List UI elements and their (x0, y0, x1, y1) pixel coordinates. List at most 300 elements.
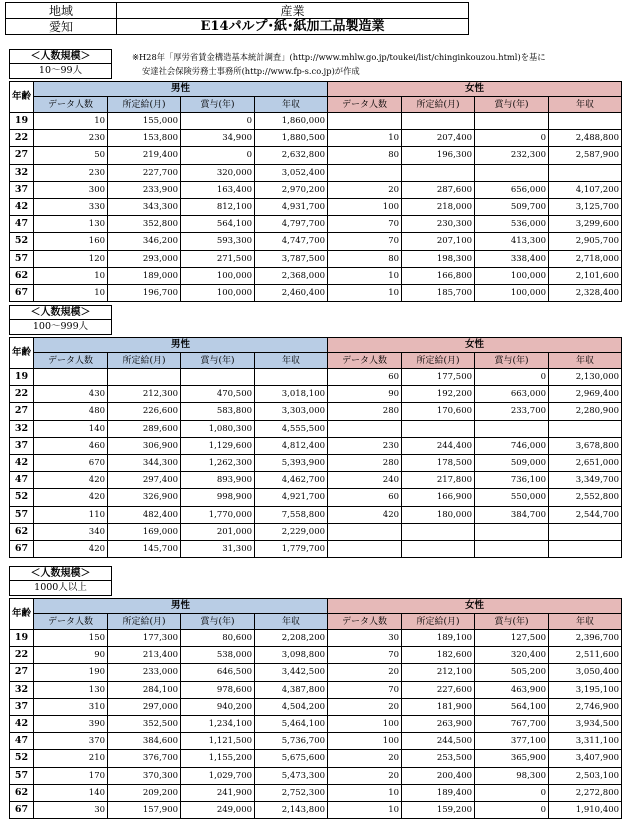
female-cell: 420 (328, 506, 402, 523)
female-cell: 177,500 (402, 369, 475, 386)
column-header-bonus: 賞与(年) (181, 353, 255, 369)
age-cell: 37 (10, 437, 34, 454)
female-cell: 178,500 (402, 454, 475, 471)
male-cell: 306,900 (108, 437, 181, 454)
female-cell: 253,500 (402, 750, 475, 767)
column-header-count: データ人数 (34, 353, 108, 369)
column-header-monthly: 所定給(月) (108, 614, 181, 630)
female-cell: 767,700 (475, 715, 549, 732)
column-header-row (10, 614, 622, 630)
female-cell: 3,050,400 (549, 664, 622, 681)
age-cell: 62 (10, 523, 34, 540)
female-cell (328, 540, 402, 557)
age-cell: 52 (10, 233, 34, 250)
male-cell: 10 (34, 284, 108, 301)
age-cell: 32 (10, 681, 34, 698)
female-cell: 20 (328, 698, 402, 715)
scale-value: 1000人以上 (9, 581, 112, 596)
age-cell: 22 (10, 130, 34, 147)
female-cell: 10 (328, 130, 402, 147)
male-cell: 241,900 (181, 784, 255, 801)
wage-table (9, 337, 622, 558)
male-cell: 212,300 (108, 386, 181, 403)
male-cell: 5,473,300 (255, 767, 328, 784)
region-value: 愛知 (6, 19, 117, 35)
female-cell: 207,400 (402, 130, 475, 147)
female-cell: 10 (328, 801, 402, 818)
age-header: 年齢 (10, 338, 34, 369)
female-cell (475, 540, 549, 557)
male-cell: 352,500 (108, 715, 181, 732)
male-cell: 326,900 (108, 489, 181, 506)
table-row (10, 540, 622, 557)
female-cell: 166,800 (402, 267, 475, 284)
table-row (10, 369, 622, 386)
male-cell: 420 (34, 540, 108, 557)
age-cell: 42 (10, 715, 34, 732)
male-header: 男性 (34, 599, 328, 614)
female-cell: 2,511,600 (549, 647, 622, 664)
section-large (9, 566, 622, 819)
male-cell: 233,000 (108, 664, 181, 681)
female-cell: 3,311,100 (549, 733, 622, 750)
table-row (10, 698, 622, 715)
column-header-annual: 年収 (255, 614, 328, 630)
male-cell: 583,800 (181, 403, 255, 420)
female-cell: 60 (328, 369, 402, 386)
table-row (10, 784, 622, 801)
male-cell (255, 369, 328, 386)
age-cell: 37 (10, 181, 34, 198)
table-row (10, 454, 622, 471)
section-small (9, 49, 622, 302)
column-header-bonus: 賞与(年) (475, 614, 549, 630)
male-cell: 289,600 (108, 420, 181, 437)
age-cell: 42 (10, 198, 34, 215)
male-cell: 538,000 (181, 647, 255, 664)
female-cell: 0 (475, 784, 549, 801)
female-cell: 656,000 (475, 181, 549, 198)
table-row (10, 130, 622, 147)
male-cell: 100,000 (181, 267, 255, 284)
female-cell (475, 420, 549, 437)
male-cell: 169,000 (108, 523, 181, 540)
male-cell: 177,300 (108, 630, 181, 647)
female-cell: 377,100 (475, 733, 549, 750)
male-cell: 1,262,300 (181, 454, 255, 471)
column-header-annual: 年収 (549, 97, 622, 113)
source-note-line1: ※H28年「厚労省賃金構造基本統計調査」(http://www.mhlw.go.jp/toukei/list/chinginkouzou.html)を基に (132, 52, 546, 62)
group-header-row (10, 82, 622, 97)
table-row (10, 216, 622, 233)
female-cell: 746,000 (475, 437, 549, 454)
scale-label: ＜人数規模＞ (9, 49, 112, 64)
female-cell: 196,300 (402, 147, 475, 164)
female-cell (549, 540, 622, 557)
section-medium (9, 305, 622, 558)
male-cell: 1,779,700 (255, 540, 328, 557)
age-cell: 27 (10, 664, 34, 681)
table-row (10, 267, 622, 284)
female-cell: 2,328,400 (549, 284, 622, 301)
column-header-count: データ人数 (34, 97, 108, 113)
column-header-monthly: 所定給(月) (402, 614, 475, 630)
age-cell: 19 (10, 113, 34, 130)
female-cell: 3,407,900 (549, 750, 622, 767)
male-cell: 2,208,200 (255, 630, 328, 647)
column-header-monthly: 所定給(月) (402, 97, 475, 113)
column-header-bonus: 賞与(年) (181, 97, 255, 113)
table-row (10, 437, 622, 454)
male-cell: 0 (181, 113, 255, 130)
male-cell: 3,052,400 (255, 164, 328, 181)
table-row (10, 767, 622, 784)
age-cell: 47 (10, 472, 34, 489)
male-cell (108, 369, 181, 386)
female-cell (402, 540, 475, 557)
male-cell: 30 (34, 801, 108, 818)
male-cell: 130 (34, 216, 108, 233)
female-cell: 217,800 (402, 472, 475, 489)
wage-table (9, 598, 622, 819)
table-row (10, 147, 622, 164)
age-cell: 32 (10, 420, 34, 437)
male-cell: 233,900 (108, 181, 181, 198)
female-cell: 509,700 (475, 198, 549, 215)
male-cell: 1,029,700 (181, 767, 255, 784)
female-cell: 2,905,700 (549, 233, 622, 250)
scale-label: ＜人数規模＞ (9, 305, 112, 320)
table-row (10, 403, 622, 420)
female-cell (328, 164, 402, 181)
male-cell: 482,400 (108, 506, 181, 523)
age-cell: 62 (10, 784, 34, 801)
male-cell: 812,100 (181, 198, 255, 215)
female-cell (402, 164, 475, 181)
male-cell: 564,100 (181, 216, 255, 233)
table-row (10, 284, 622, 301)
male-cell: 1,880,500 (255, 130, 328, 147)
age-cell: 52 (10, 489, 34, 506)
female-header: 女性 (328, 338, 622, 353)
male-cell: 201,000 (181, 523, 255, 540)
column-header-bonus: 賞与(年) (475, 353, 549, 369)
female-cell: 80 (328, 147, 402, 164)
female-cell: 280 (328, 454, 402, 471)
male-cell: 384,600 (108, 733, 181, 750)
table-row (10, 113, 622, 130)
table-row (10, 750, 622, 767)
table-row (10, 647, 622, 664)
header-table (5, 2, 469, 35)
female-cell: 2,130,000 (549, 369, 622, 386)
female-cell (402, 113, 475, 130)
age-header: 年齢 (10, 599, 34, 630)
male-cell: 80,600 (181, 630, 255, 647)
female-cell: 413,300 (475, 233, 549, 250)
table-row (10, 472, 622, 489)
male-cell: 390 (34, 715, 108, 732)
male-cell: 4,931,700 (255, 198, 328, 215)
source-note-line2: 安達社会保険労務士事務所(http://www.fp-s.co.jp)が作成 (142, 66, 360, 76)
female-cell: 189,100 (402, 630, 475, 647)
male-cell: 2,460,400 (255, 284, 328, 301)
female-cell: 100,000 (475, 267, 549, 284)
age-cell: 52 (10, 750, 34, 767)
male-cell: 110 (34, 506, 108, 523)
female-cell: 2,718,000 (549, 250, 622, 267)
industry-label: 産業 (117, 3, 469, 19)
male-cell: 196,700 (108, 284, 181, 301)
column-header-annual: 年収 (549, 353, 622, 369)
female-cell: 280 (328, 403, 402, 420)
male-cell: 140 (34, 420, 108, 437)
male-cell: 31,300 (181, 540, 255, 557)
age-cell: 67 (10, 801, 34, 818)
male-cell: 120 (34, 250, 108, 267)
female-cell: 384,700 (475, 506, 549, 523)
age-cell: 37 (10, 698, 34, 715)
male-cell: 893,900 (181, 472, 255, 489)
male-cell: 1,121,500 (181, 733, 255, 750)
male-cell: 160 (34, 233, 108, 250)
column-header-count: データ人数 (328, 353, 402, 369)
male-cell: 3,787,500 (255, 250, 328, 267)
female-cell: 170,600 (402, 403, 475, 420)
male-cell: 297,400 (108, 472, 181, 489)
female-cell: 200,400 (402, 767, 475, 784)
male-cell: 0 (181, 147, 255, 164)
female-cell: 70 (328, 216, 402, 233)
female-header: 女性 (328, 599, 622, 614)
female-cell: 365,900 (475, 750, 549, 767)
male-cell: 670 (34, 454, 108, 471)
female-cell: 70 (328, 233, 402, 250)
column-header-count: データ人数 (34, 614, 108, 630)
male-cell: 249,000 (181, 801, 255, 818)
age-cell: 22 (10, 386, 34, 403)
male-cell: 460 (34, 437, 108, 454)
female-cell: 189,400 (402, 784, 475, 801)
female-cell: 509,000 (475, 454, 549, 471)
female-cell: 100 (328, 715, 402, 732)
female-cell (549, 523, 622, 540)
male-cell: 4,387,800 (255, 681, 328, 698)
female-cell: 182,600 (402, 647, 475, 664)
male-cell: 420 (34, 489, 108, 506)
column-header-annual: 年収 (255, 97, 328, 113)
male-cell: 297,000 (108, 698, 181, 715)
female-cell (328, 113, 402, 130)
male-cell: 293,000 (108, 250, 181, 267)
female-cell: 2,101,600 (549, 267, 622, 284)
column-header-row (10, 353, 622, 369)
female-cell: 0 (475, 801, 549, 818)
female-cell: 536,000 (475, 216, 549, 233)
male-cell: 5,464,100 (255, 715, 328, 732)
table-row (10, 250, 622, 267)
male-cell (181, 369, 255, 386)
male-cell: 1,770,000 (181, 506, 255, 523)
male-cell: 153,800 (108, 130, 181, 147)
female-cell: 10 (328, 784, 402, 801)
male-cell: 34,900 (181, 130, 255, 147)
male-cell: 226,600 (108, 403, 181, 420)
male-cell: 230 (34, 164, 108, 181)
female-cell: 192,200 (402, 386, 475, 403)
male-cell: 271,500 (181, 250, 255, 267)
female-cell: 463,900 (475, 681, 549, 698)
male-cell: 155,000 (108, 113, 181, 130)
female-cell: 185,700 (402, 284, 475, 301)
male-cell: 2,229,000 (255, 523, 328, 540)
age-cell: 42 (10, 454, 34, 471)
male-cell: 4,555,500 (255, 420, 328, 437)
male-cell: 3,442,500 (255, 664, 328, 681)
female-cell: 20 (328, 181, 402, 198)
table-row (10, 233, 622, 250)
female-cell: 3,934,500 (549, 715, 622, 732)
male-cell: 90 (34, 647, 108, 664)
male-cell: 10 (34, 267, 108, 284)
female-cell: 100 (328, 733, 402, 750)
male-cell: 145,700 (108, 540, 181, 557)
female-cell: 30 (328, 630, 402, 647)
column-header-count: データ人数 (328, 97, 402, 113)
female-cell: 244,400 (402, 437, 475, 454)
table-row (10, 681, 622, 698)
male-cell: 340 (34, 523, 108, 540)
male-cell: 213,400 (108, 647, 181, 664)
female-cell: 3,349,700 (549, 472, 622, 489)
female-cell: 230,300 (402, 216, 475, 233)
male-cell: 10 (34, 113, 108, 130)
male-cell: 163,400 (181, 181, 255, 198)
column-header-monthly: 所定給(月) (108, 353, 181, 369)
female-cell (549, 113, 622, 130)
male-cell: 1,234,100 (181, 715, 255, 732)
female-cell: 3,299,600 (549, 216, 622, 233)
male-cell: 370,300 (108, 767, 181, 784)
male-cell: 352,800 (108, 216, 181, 233)
female-cell: 2,544,700 (549, 506, 622, 523)
female-cell: 181,900 (402, 698, 475, 715)
wage-table (9, 81, 622, 302)
female-cell: 1,910,400 (549, 801, 622, 818)
female-cell: 0 (475, 130, 549, 147)
age-cell: 67 (10, 284, 34, 301)
female-cell (475, 113, 549, 130)
female-cell: 736,100 (475, 472, 549, 489)
female-cell: 550,000 (475, 489, 549, 506)
male-cell: 4,921,700 (255, 489, 328, 506)
table-row (10, 506, 622, 523)
column-header-row (10, 97, 622, 113)
female-cell: 2,503,100 (549, 767, 622, 784)
male-cell: 100,000 (181, 284, 255, 301)
male-cell: 2,368,000 (255, 267, 328, 284)
female-cell: 505,200 (475, 664, 549, 681)
column-header-bonus: 賞与(年) (181, 614, 255, 630)
male-cell: 4,462,700 (255, 472, 328, 489)
female-cell (549, 164, 622, 181)
column-header-monthly: 所定給(月) (108, 97, 181, 113)
scale-value: 100～999人 (9, 320, 112, 335)
table-row (10, 801, 622, 818)
male-cell: 593,300 (181, 233, 255, 250)
female-cell: 3,195,100 (549, 681, 622, 698)
age-header: 年齢 (10, 82, 34, 113)
female-cell: 230 (328, 437, 402, 454)
female-cell: 320,400 (475, 647, 549, 664)
female-cell (475, 164, 549, 181)
scale-label: ＜人数規模＞ (9, 566, 112, 581)
female-cell: 207,100 (402, 233, 475, 250)
female-cell: 3,678,800 (549, 437, 622, 454)
age-cell: 27 (10, 403, 34, 420)
industry-value: E14パルプ･紙･紙加工品製造業 (117, 19, 469, 35)
age-cell: 57 (10, 506, 34, 523)
male-cell: 430 (34, 386, 108, 403)
male-cell: 370 (34, 733, 108, 750)
female-cell: 2,280,900 (549, 403, 622, 420)
table-row (10, 164, 622, 181)
table-row (10, 733, 622, 750)
region-label: 地域 (6, 3, 117, 19)
male-header: 男性 (34, 82, 328, 97)
male-cell: 2,632,800 (255, 147, 328, 164)
male-cell: 998,900 (181, 489, 255, 506)
female-cell: 60 (328, 489, 402, 506)
female-cell: 2,272,800 (549, 784, 622, 801)
female-cell: 2,969,400 (549, 386, 622, 403)
female-cell: 100 (328, 198, 402, 215)
male-cell: 5,393,900 (255, 454, 328, 471)
age-cell: 57 (10, 767, 34, 784)
age-cell: 19 (10, 630, 34, 647)
male-cell: 1,129,600 (181, 437, 255, 454)
male-cell: 310 (34, 698, 108, 715)
male-cell: 978,600 (181, 681, 255, 698)
female-cell: 2,488,800 (549, 130, 622, 147)
female-cell (328, 420, 402, 437)
male-cell: 343,300 (108, 198, 181, 215)
scale-value: 10～99人 (9, 64, 112, 79)
male-cell: 1,080,300 (181, 420, 255, 437)
male-cell: 210 (34, 750, 108, 767)
age-cell: 19 (10, 369, 34, 386)
female-cell: 244,500 (402, 733, 475, 750)
male-cell: 300 (34, 181, 108, 198)
column-header-monthly: 所定給(月) (402, 353, 475, 369)
table-row (10, 181, 622, 198)
male-cell: 209,200 (108, 784, 181, 801)
male-cell: 5,736,700 (255, 733, 328, 750)
female-cell: 90 (328, 386, 402, 403)
male-cell: 346,200 (108, 233, 181, 250)
column-header-bonus: 賞与(年) (475, 97, 549, 113)
table-row (10, 523, 622, 540)
table-row (10, 198, 622, 215)
female-cell: 10 (328, 267, 402, 284)
male-cell: 646,500 (181, 664, 255, 681)
male-cell: 130 (34, 681, 108, 698)
male-cell: 420 (34, 472, 108, 489)
male-cell: 470,500 (181, 386, 255, 403)
table-row (10, 386, 622, 403)
female-cell: 227,600 (402, 681, 475, 698)
male-cell: 150 (34, 630, 108, 647)
